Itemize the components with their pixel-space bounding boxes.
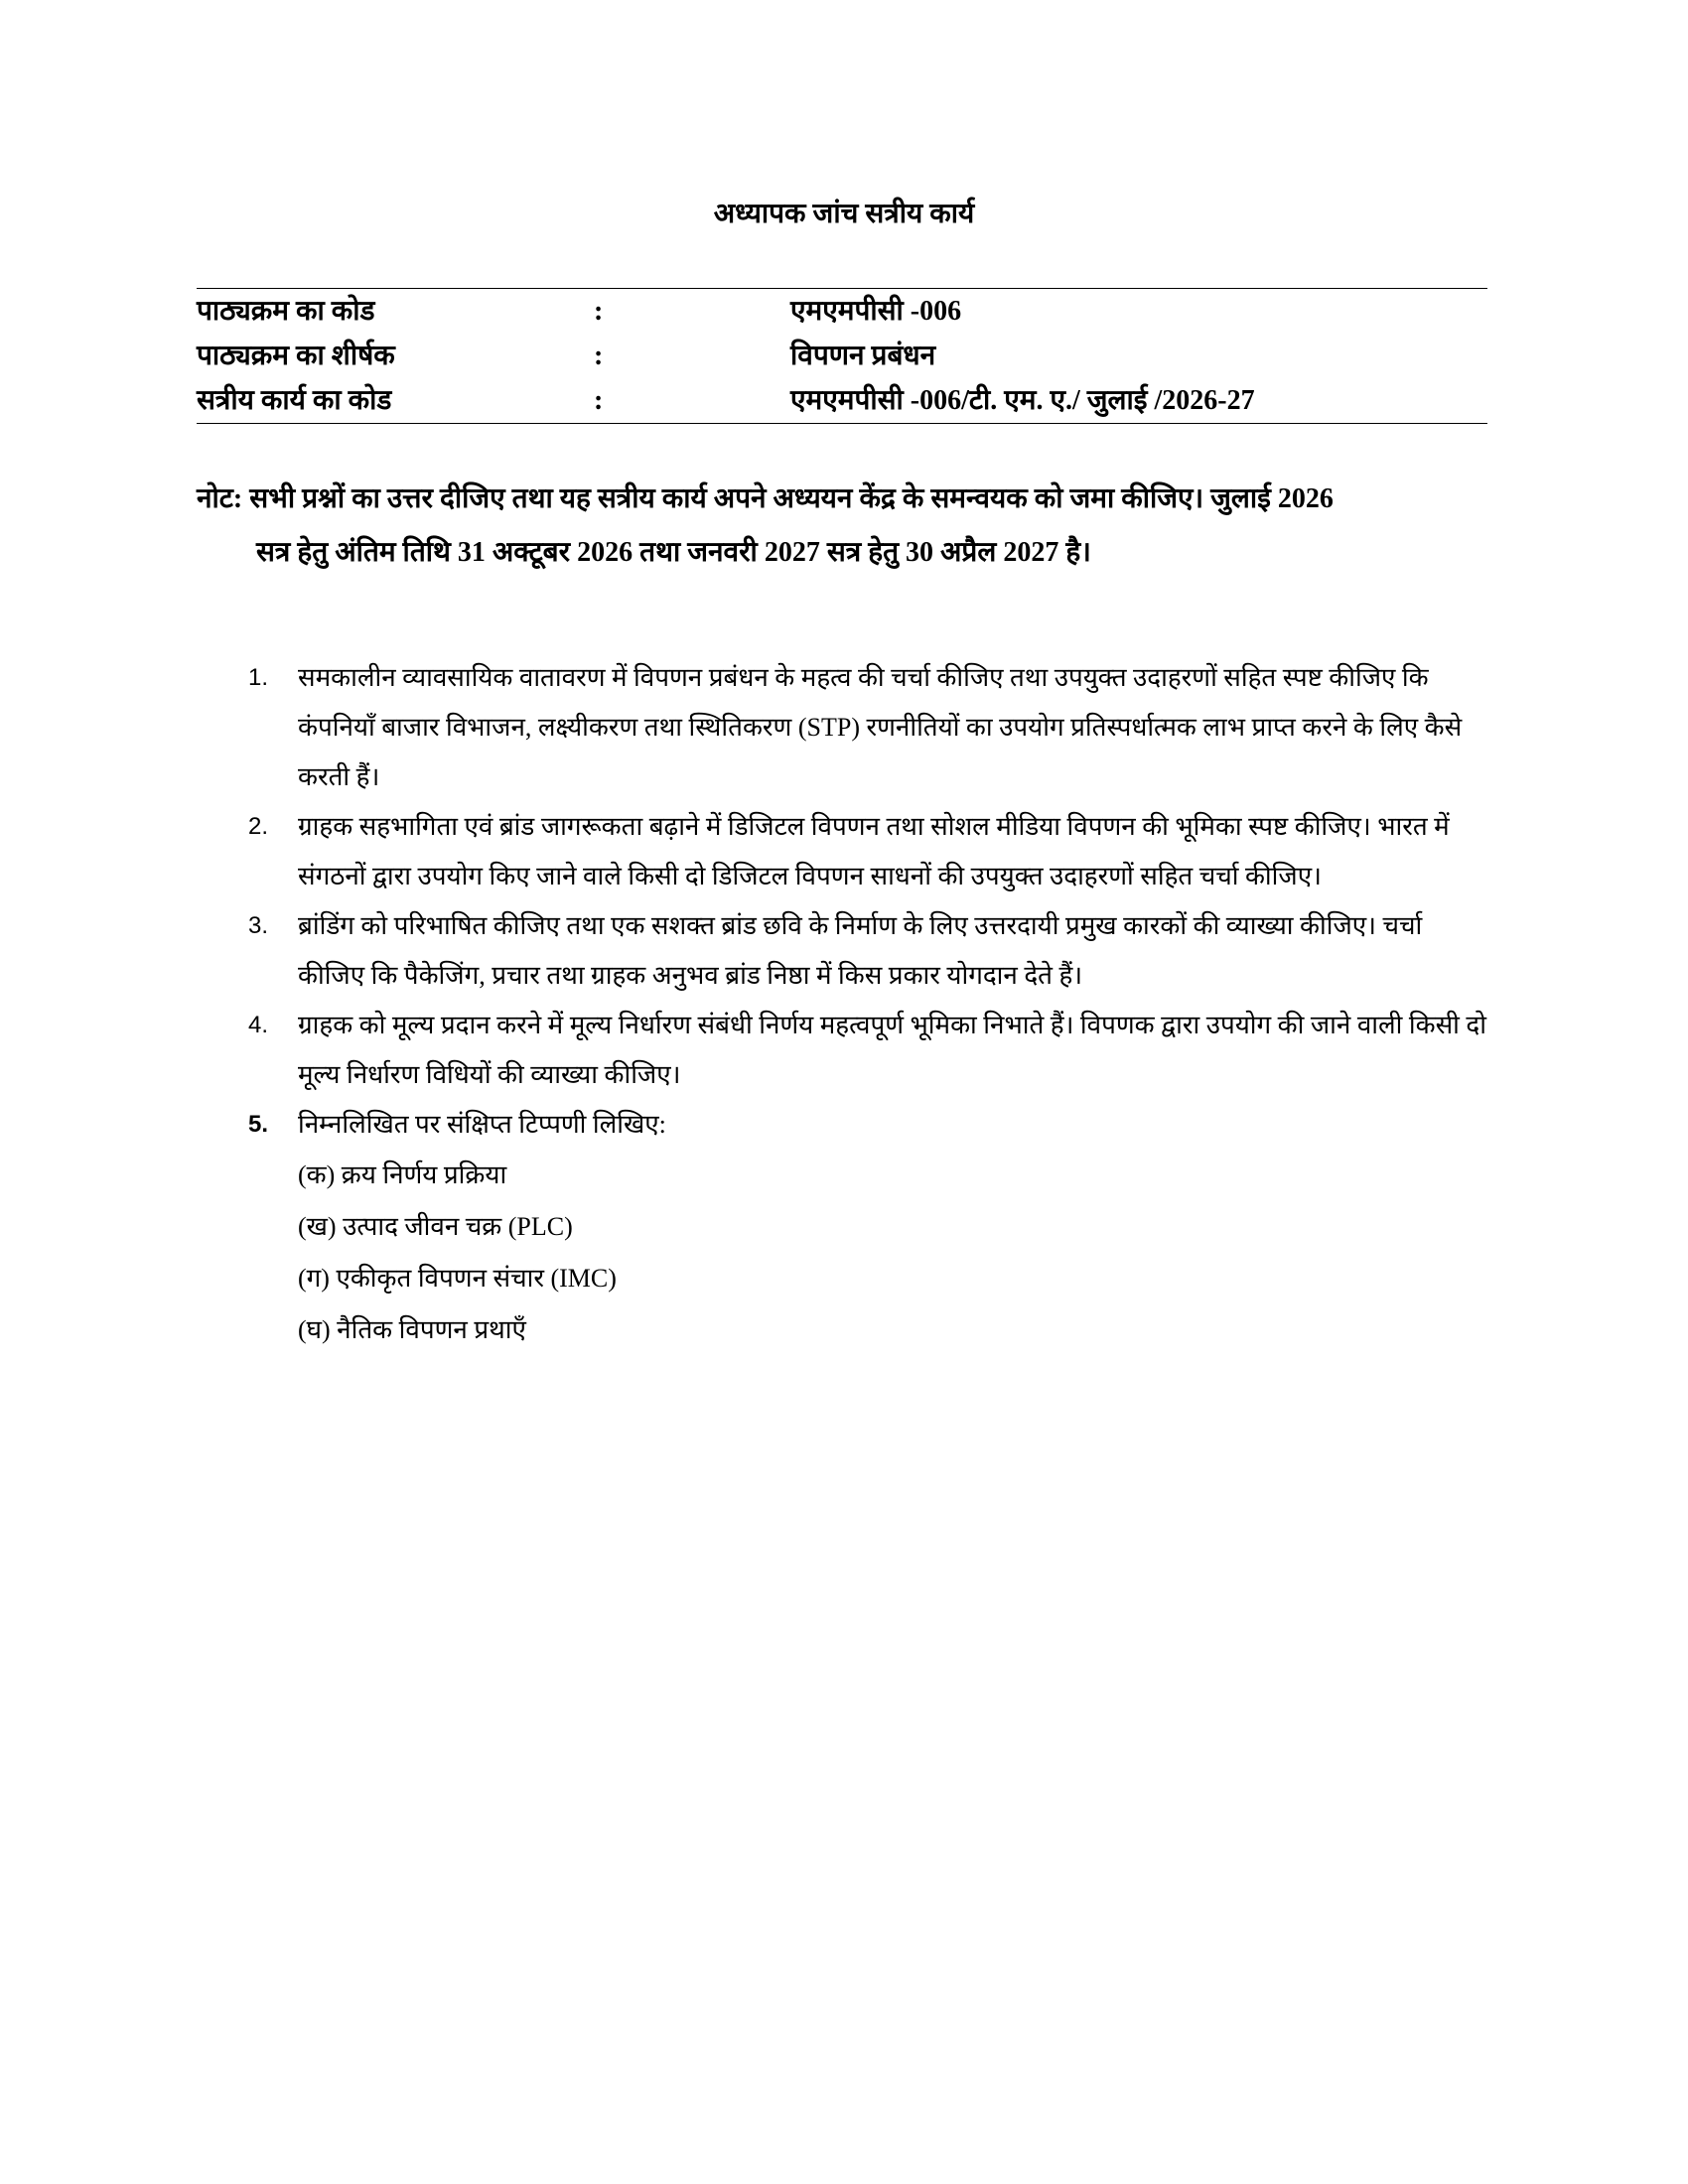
short-note-item: (ख) उत्पाद जीवन चक्र (PLC) <box>298 1212 573 1241</box>
note-line-2: सत्र हेतु अंतिम तिथि 31 अक्टूबर 2026 तथा जनवरी 2027 सत्र हेतु 30 अप्रैल 2027 है। <box>256 537 1091 568</box>
question-item <box>248 653 1489 802</box>
question-text: ब्रांडिंग को परिभाषित कीजिए तथा एक सशक्त ब्रांड छवि के निर्माण के लिए उत्तरदायी प्रमुख कारकों की व्याख्या कीजिए। चर्चा कीजिए कि पैकेजिंग, प्रचार तथा ग्राहक अनुभव ब्रांड निष्ठा में किस प्रकार योगदान देते हैं। <box>298 911 1423 990</box>
course-title-row <box>197 334 1487 378</box>
question-text: समकालीन व्यावसायिक वातावरण में विपणन प्रबंधन के महत्व की चर्चा कीजिए तथा उपयुक्त उदाहरणों सहित स्पष्ट कीजिए कि कंपनियाँ बाजार विभाजन, लक्ष्यीकरण तथा स्थितिकरण (STP) रणनीतियों का उपयोग प्रतिस्पर्धात्मक लाभ प्राप्त करने के लिए कैसे करती हैं। <box>298 663 1463 791</box>
question-item <box>248 901 1489 1001</box>
document-title: अध्यापक जांच सत्रीय कार्य <box>713 199 975 229</box>
course-code-value: एमएमपीसी -006 <box>790 296 962 327</box>
question-number: 2. <box>248 813 269 840</box>
short-note-item: (घ) नैतिक विपणन प्रथाएँ <box>298 1315 526 1344</box>
question-number: 4. <box>248 1012 269 1038</box>
assignment-code-label: सत्रीय कार्य का कोड <box>197 385 392 416</box>
question-item <box>248 1001 1489 1100</box>
submission-note <box>197 473 1527 580</box>
question-item <box>248 1100 1489 1356</box>
course-code-row <box>197 289 1487 334</box>
question-number: 5. <box>248 1111 269 1138</box>
assignment-code-value: एमएमपीसी -006/टी. एम. ए./ जुलाई /2026-27 <box>790 385 1255 416</box>
course-title-label: पाठ्यक्रम का शीर्षक <box>197 341 395 371</box>
course-code-label: पाठ्यक्रम का कोड <box>197 296 375 327</box>
question-item <box>248 802 1489 901</box>
question-text: निम्नलिखित पर संक्षिप्त टिप्पणी लिखिए: <box>298 1110 666 1139</box>
short-note-item: (ग) एकीकृत विपणन संचार (IMC) <box>298 1264 617 1293</box>
course-title-value: विपणन प्रबंधन <box>790 341 936 371</box>
short-note-list <box>298 1150 1489 1356</box>
assignment-code-row <box>197 378 1487 423</box>
question-number: 1. <box>248 664 269 691</box>
course-title-colon: : <box>594 341 604 371</box>
short-note-item: (क) क्रय निर्णय प्रक्रिया <box>298 1160 507 1189</box>
note-line-1: नोट: सभी प्रश्नों का उत्तर दीजिए तथा यह सत्रीय कार्य अपने अध्ययन केंद्र के समन्वयक को जमा कीजिए। जुलाई 2026 <box>197 483 1334 514</box>
question-list <box>248 653 1489 1356</box>
course-code-colon: : <box>594 296 604 327</box>
question-text: ग्राहक सहभागिता एवं ब्रांड जागरूकता बढ़ाने में डिजिटल विपणन तथा सोशल मीडिया विपणन की भूमिका स्पष्ट कीजिए। भारत में संगठनों द्वारा उपयोग किए जाने वाले किसी दो डिजिटल विपणन साधनों की उपयुक्त उदाहरणों सहित चर्चा कीजिए। <box>298 812 1450 890</box>
question-number: 3. <box>248 912 269 939</box>
question-text: ग्राहक को मूल्य प्रदान करने में मूल्य निर्धारण संबंधी निर्णय महत्वपूर्ण भूमिका निभाते हैं। विपणक द्वारा उपयोग की जाने वाली किसी दो मूल्य निर्धारण विधियों की व्याख्या कीजिए। <box>298 1011 1486 1089</box>
assignment-code-colon: : <box>594 385 604 416</box>
course-info-table <box>197 288 1487 424</box>
